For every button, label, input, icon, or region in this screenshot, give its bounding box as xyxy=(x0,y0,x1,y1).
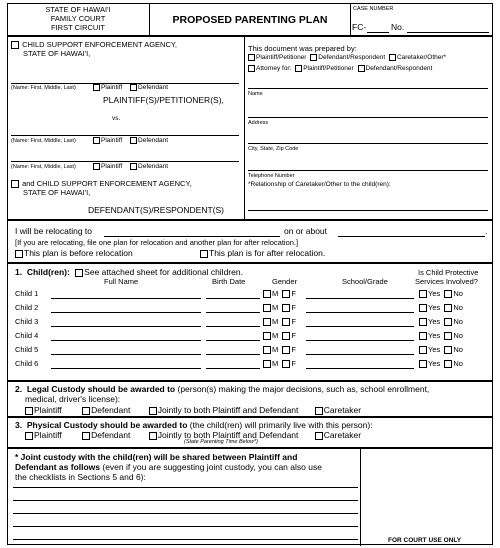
physical-plaintiff-checkbox[interactable] xyxy=(25,432,33,440)
gender-m-checkbox[interactable] xyxy=(263,318,271,326)
child-gender: M F xyxy=(263,317,296,326)
legal-custody-text: 2. Legal Custody should be awarded to (person(s) making the major decisions, such as, school enrollment, medical, driver's license): xyxy=(15,384,430,404)
defendant1-defendant-checkbox[interactable] xyxy=(130,137,137,144)
gender-f-checkbox[interactable] xyxy=(282,332,290,340)
child-cps: Yes No xyxy=(419,289,463,298)
cps-no-checkbox[interactable] xyxy=(444,290,452,298)
gender-m-checkbox[interactable] xyxy=(263,290,271,298)
child-row-label: Child 1 xyxy=(15,289,39,298)
after-relocation-option: This plan is for after relocation. xyxy=(200,248,325,258)
child-school-field[interactable] xyxy=(306,326,414,327)
defendant1-party-type: Plaintiff Defendant xyxy=(93,137,168,144)
name-field-label: Name xyxy=(248,91,263,97)
joint-line-4[interactable] xyxy=(13,526,358,527)
before-relocation-checkbox[interactable] xyxy=(15,250,23,258)
csea-plaintiff-checkbox[interactable] xyxy=(11,41,19,49)
phone-field-label: Telephone Number xyxy=(248,173,295,179)
defendant2-defendant-checkbox[interactable] xyxy=(130,163,137,170)
prepared-plaintiff-checkbox[interactable] xyxy=(248,54,255,61)
child-gender: M F xyxy=(263,359,296,368)
cps-no-checkbox[interactable] xyxy=(444,304,452,312)
vs-label: vs. xyxy=(112,115,121,122)
child-cps: Yes No xyxy=(419,359,463,368)
legal-plaintiff-checkbox[interactable] xyxy=(25,407,33,415)
child-row-label: Child 2 xyxy=(15,303,39,312)
relocating-to-label: I will be relocating to xyxy=(15,226,93,236)
cps-no-checkbox[interactable] xyxy=(444,332,452,340)
child-birthdate-field[interactable] xyxy=(206,298,260,299)
name-label-defendant-1: (Name: First, Middle, Last) xyxy=(11,138,76,144)
child-birthdate-field[interactable] xyxy=(206,354,260,355)
gender-m-checkbox[interactable] xyxy=(263,360,271,368)
child-birthdate-field[interactable] xyxy=(206,312,260,313)
before-relocation-option: This plan is before relocation xyxy=(15,248,133,258)
child-name-field[interactable] xyxy=(51,326,201,327)
child-school-field[interactable] xyxy=(306,340,414,341)
legal-custody-options: Plaintiff Defendant Jointly to both Plaintiff and Defendant Caretaker xyxy=(25,405,361,415)
case-number-label: CASE NUMBER xyxy=(353,6,394,12)
physical-joint-checkbox[interactable] xyxy=(149,432,157,440)
attorney-checkbox[interactable] xyxy=(248,65,255,72)
defendant1-plaintiff-checkbox[interactable] xyxy=(93,137,100,144)
physical-custody-text: 3. Physical Custody should be awarded to (the child(ren) will primarily live with this person): xyxy=(15,420,373,430)
legal-joint-checkbox[interactable] xyxy=(149,407,157,415)
name-label-defendant-2: (Name: First, Middle, Last) xyxy=(11,164,76,170)
cps-yes-checkbox[interactable] xyxy=(419,332,427,340)
city-field[interactable] xyxy=(248,143,488,144)
child-birthdate-field[interactable] xyxy=(206,326,260,327)
child-birthdate-field[interactable] xyxy=(206,368,260,369)
case-no-label: No. xyxy=(391,22,405,32)
cps-yes-checkbox[interactable] xyxy=(419,346,427,354)
on-or-about-label: on or about xyxy=(284,226,328,236)
court-line-1: STATE OF HAWAI'I xyxy=(45,5,111,14)
child-row-label: Child 5 xyxy=(15,345,39,354)
form-title: PROPOSED PARENTING PLAN xyxy=(172,14,328,26)
prepared-by-options: Plaintiff/Petitioner Defendant/Respondent Caretaker/Other* xyxy=(248,54,446,61)
child-name-field[interactable] xyxy=(51,368,201,369)
cps-no-checkbox[interactable] xyxy=(444,346,452,354)
children-heading: 1. Child(ren): See attached sheet for additional children. xyxy=(15,267,243,277)
csea-plaintiff: CHILD SUPPORT ENFORCEMENT AGENCY, STATE OF HAWAI'I, xyxy=(11,40,177,58)
physical-defendant-checkbox[interactable] xyxy=(82,432,90,440)
name-label-plaintiff: (Name: First, Middle, Last) xyxy=(11,85,76,91)
plaintiff-party-defendant-checkbox[interactable] xyxy=(130,84,137,91)
child-gender: M F xyxy=(263,303,296,312)
plaintiff-party-type: Plaintiff Defendant xyxy=(93,84,168,91)
attorney-defendant-checkbox[interactable] xyxy=(358,65,365,72)
joint-line-1[interactable] xyxy=(13,487,358,488)
child-name-field[interactable] xyxy=(51,312,201,313)
relationship-label: *Relationship of Caretaker/Other to the child(ren): xyxy=(248,181,391,188)
attorney-plaintiff-checkbox[interactable] xyxy=(295,65,302,72)
child-school-field[interactable] xyxy=(306,354,414,355)
plaintiff-party-plaintiff-checkbox[interactable] xyxy=(93,84,100,91)
defendant2-plaintiff-checkbox[interactable] xyxy=(93,163,100,170)
gender-f-checkbox[interactable] xyxy=(282,304,290,312)
cps-yes-checkbox[interactable] xyxy=(419,304,427,312)
gender-f-checkbox[interactable] xyxy=(282,290,290,298)
child-school-field[interactable] xyxy=(306,312,414,313)
defendant2-party-type: Plaintiff Defendant xyxy=(93,163,168,170)
prepared-caretaker-checkbox[interactable] xyxy=(389,54,396,61)
gender-m-checkbox[interactable] xyxy=(263,346,271,354)
case-prefix-field[interactable] xyxy=(367,32,389,33)
relationship-field[interactable] xyxy=(248,210,488,211)
name-field[interactable] xyxy=(248,88,488,89)
cps-yes-checkbox[interactable] xyxy=(419,318,427,326)
child-cps: Yes No xyxy=(419,345,463,354)
legal-defendant-checkbox[interactable] xyxy=(82,407,90,415)
court-line-2: FAMILY COURT xyxy=(50,14,106,23)
joint-parenting-note: (State Parenting Time Below*) xyxy=(184,439,258,445)
child-birthdate-field[interactable] xyxy=(206,340,260,341)
cps-no-checkbox[interactable] xyxy=(444,318,452,326)
child-school-field[interactable] xyxy=(306,298,414,299)
child-gender: M F xyxy=(263,345,296,354)
joint-line-3[interactable] xyxy=(13,513,358,514)
child-row-label: Child 3 xyxy=(15,317,39,326)
gender-m-checkbox[interactable] xyxy=(263,304,271,312)
child-name-field[interactable] xyxy=(51,298,201,299)
csea-defendant-checkbox[interactable] xyxy=(11,180,19,188)
attorney-options: Attorney for: Plaintiff/Petitioner Defendant/Respondent xyxy=(248,65,432,72)
cps-header-1: Is Child Protective xyxy=(418,268,479,277)
gender-f-checkbox[interactable] xyxy=(282,360,290,368)
col-full-name: Full Name xyxy=(104,277,139,286)
relocation-destination-field[interactable] xyxy=(104,236,280,237)
form-page: STATE OF HAWAI'I FAMILY COURT FIRST CIRCUIT PROPOSED PARENTING PLAN CASE NUMBER FC- No. CHILD SUPPORT ENFORCEMENT AGENCY, STATE OF HAWAI'I, (Name: First, Middle, Last) Plaintiff Defendant PLAINTIFF(S)/PETITIONER(S), vs. (Name: First, Middle, Last) Plaintiff Defendant (Name: First, Middle, Last) Plaintiff Defendant and CHILD SUPPORT ENFORCEMENT AGENCY, STATE OF HAWAI'I, DEFENDANT(S)/RESPONDENT(S) This document was prepared by: Plaintiff/Petitioner Defendant/Respondent Caretaker/Other* Attorney for: Plaintiff/Petitioner Defendant/Respondent Name Address City, State, Zip Code Telephone Number *Relationship of Caretaker/Other to the child(ren): I will be relocating to on or about . [If you are relocating, file one plan for relocation and another plan for after relocation.] This plan is before relocation This plan is for after relocation. 1. Child(ren): See attached sheet for additional children. Is Child Protective Services Involved? Full Name Birth Date Gender School/Grade Child 1 M F Yes No Child 2 M F Yes No Child 3 M F Yes No Child 4 M F Yes No Child 5 M F Yes No Child 6 M F Yes No 2. Legal Custody should be awarded to (person(s) making the major decisions, such as, school enrollment, medical, driver's license): Plaintiff Defendant Jointly to both Plaintiff and Defendant Caretaker 3. Physical Custody should be awarded to (the child(ren) will primarily live with this person): Plaintiff Defendant Jointly to both Plaintiff and Defendant Caretaker (State Parenting Time Below*) * Joint custody with the child(ren) will be shared between Plaintiff and Defendant as follows (even if you are suggesting joint custody, you can also use the checklists in Sections 5 and 6): FOR COURT USE ONLY xyxy=(7,3,493,545)
child-name-field[interactable] xyxy=(51,354,201,355)
court-name xyxy=(8,5,148,32)
physical-custody-options: Plaintiff Defendant Jointly to both Plaintiff and Defendant Caretaker xyxy=(25,430,361,440)
see-attached-checkbox[interactable] xyxy=(75,269,83,277)
cps-header-2: Services Involved? xyxy=(415,277,478,286)
joint-line-5[interactable] xyxy=(13,539,358,540)
child-cps: Yes No xyxy=(419,331,463,340)
city-field-label: City, State, Zip Code xyxy=(248,146,299,152)
child-gender: M F xyxy=(263,289,296,298)
case-prefix: FC- xyxy=(352,22,367,32)
gender-m-checkbox[interactable] xyxy=(263,332,271,340)
joint-custody-text: * Joint custody with the child(ren) will be shared between Plaintiff and Defendant as follows (even if you are suggesting joint custody, you can also use the checklists in Sections 5 and 6): xyxy=(15,452,322,482)
prepared-by-label: This document was prepared by: xyxy=(248,44,357,53)
col-school: School/Grade xyxy=(342,277,388,286)
relocation-note: [If you are relocating, file one plan for relocation and another plan for after relocation.] xyxy=(15,238,299,247)
court-use-label: FOR COURT USE ONLY xyxy=(388,537,462,544)
court-line-3: FIRST CIRCUIT xyxy=(50,23,106,32)
physical-caretaker-checkbox[interactable] xyxy=(315,432,323,440)
joint-line-2[interactable] xyxy=(13,500,358,501)
child-row-label: Child 4 xyxy=(15,331,39,340)
case-number-field[interactable] xyxy=(407,32,489,33)
legal-caretaker-checkbox[interactable] xyxy=(315,407,323,415)
address-field-label: Address xyxy=(248,120,269,126)
cps-yes-checkbox[interactable] xyxy=(419,290,427,298)
cps-no-checkbox[interactable] xyxy=(444,360,452,368)
after-relocation-checkbox[interactable] xyxy=(200,250,208,258)
cps-yes-checkbox[interactable] xyxy=(419,360,427,368)
child-cps: Yes No xyxy=(419,317,463,326)
csea-defendant: and CHILD SUPPORT ENFORCEMENT AGENCY, STATE OF HAWAI'I, xyxy=(11,179,192,197)
col-birth-date: Birth Date xyxy=(212,277,246,286)
gender-f-checkbox[interactable] xyxy=(282,346,290,354)
child-gender: M F xyxy=(263,331,296,340)
col-gender: Gender xyxy=(272,277,298,286)
address-field[interactable] xyxy=(248,117,488,118)
relocation-date-field[interactable] xyxy=(338,236,485,237)
child-school-field[interactable] xyxy=(306,368,414,369)
prepared-defendant-checkbox[interactable] xyxy=(310,54,317,61)
phone-field[interactable] xyxy=(248,170,488,171)
plaintiffs-petitioners-label: PLAINTIFF(S)/PETITIONER(S), xyxy=(103,95,224,105)
gender-f-checkbox[interactable] xyxy=(282,318,290,326)
child-cps: Yes No xyxy=(419,303,463,312)
defendants-respondents-label: DEFENDANT(S)/RESPONDENT(S) xyxy=(88,205,225,215)
child-row-label: Child 6 xyxy=(15,359,39,368)
child-name-field[interactable] xyxy=(51,340,201,341)
